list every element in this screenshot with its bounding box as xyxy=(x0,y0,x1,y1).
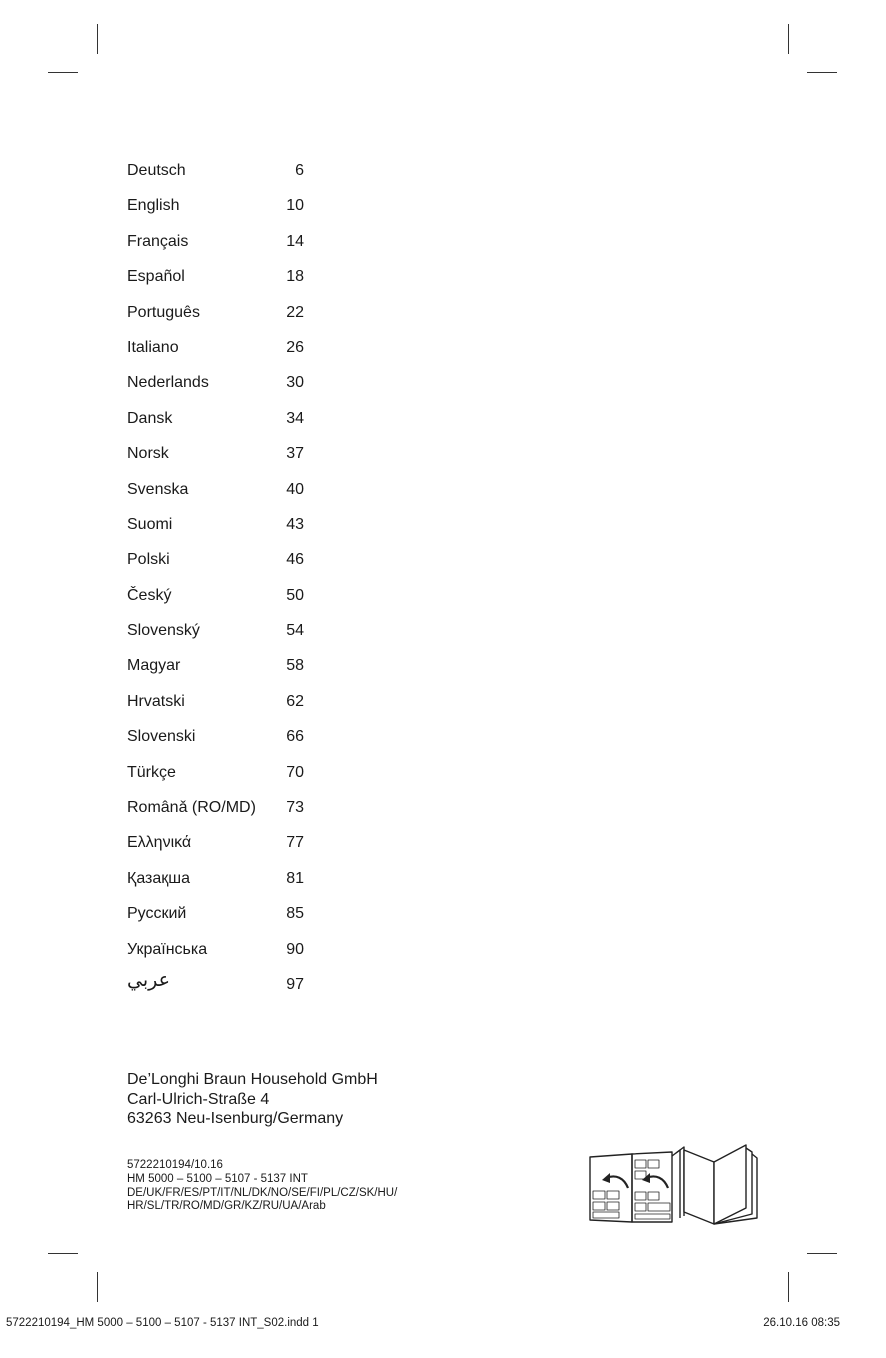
toc-language: Русский xyxy=(127,905,187,923)
toc-page-number: 50 xyxy=(286,586,304,604)
document-meta xyxy=(127,1159,397,1214)
toc-language: Italiano xyxy=(127,338,179,356)
toc-row-polski xyxy=(127,549,327,584)
toc-language: English xyxy=(127,197,180,215)
toc-language: Suomi xyxy=(127,515,173,533)
toc-page-number: 81 xyxy=(286,869,304,887)
print-slug-datetime: 26.10.16 08:35 xyxy=(763,1317,840,1329)
toc-language: Svenska xyxy=(127,480,189,498)
toc-page-number: 30 xyxy=(286,374,304,392)
print-slug-filename: 5722210194_HM 5000 – 5100 – 5107 - 5137 INT_S02.indd 1 xyxy=(6,1317,319,1329)
toc-row-espanol xyxy=(127,266,327,301)
crop-mark-top-left-v xyxy=(97,24,98,54)
toc-language: Český xyxy=(127,586,172,604)
toc-language: Ελληνικά xyxy=(127,834,192,852)
toc-language: Français xyxy=(127,232,189,250)
toc-row-cesky xyxy=(127,585,327,620)
toc-row-slovenski xyxy=(127,726,327,761)
country-codes-line-2: HR/SL/TR/RO/MD/GR/KZ/RU/UA/Arab xyxy=(127,1200,326,1213)
toc-row-dansk xyxy=(127,408,327,443)
toc-page-number: 10 xyxy=(286,197,304,215)
toc-language: Norsk xyxy=(127,445,169,463)
toc-language: Slovenský xyxy=(127,622,200,640)
toc-row-italiano xyxy=(127,337,327,372)
toc-language: Magyar xyxy=(127,657,181,675)
toc-page-number: 18 xyxy=(286,268,304,286)
toc-language: Українська xyxy=(127,940,208,958)
toc-row-romana xyxy=(127,797,327,832)
toc-page-number: 62 xyxy=(286,692,304,710)
toc-row-magyar xyxy=(127,655,327,690)
toc-page-number: 6 xyxy=(295,162,304,179)
company-name: De’Longhi Braun Household GmbH xyxy=(127,1071,378,1088)
toc-row-english xyxy=(127,195,327,230)
toc-language: Slovenski xyxy=(127,728,196,746)
toc-page-number: 46 xyxy=(286,551,304,569)
document-number: 5722210194/10.16 xyxy=(127,1159,223,1171)
toc-page-number: 54 xyxy=(286,622,304,640)
crop-mark-top-left-h xyxy=(48,72,78,73)
toc-page-number: 37 xyxy=(286,445,304,463)
toc-row-portugues xyxy=(127,302,327,337)
toc-page-number: 85 xyxy=(286,905,304,923)
toc-page-number: 43 xyxy=(286,515,304,533)
toc-row-turkce xyxy=(127,762,327,797)
toc-page-number: 70 xyxy=(286,763,304,781)
toc-row-kazakh xyxy=(127,868,327,903)
toc-row-francais xyxy=(127,231,327,266)
crop-mark-bottom-right-v xyxy=(788,1272,789,1302)
toc-row-hrvatski xyxy=(127,691,327,726)
toc-language: Dansk xyxy=(127,409,173,427)
toc-language: Español xyxy=(127,268,185,286)
manufacturer-address xyxy=(127,1070,378,1129)
toc-page-number: 97 xyxy=(286,975,304,993)
toc-page-number: 90 xyxy=(286,940,304,958)
toc-language: عربي xyxy=(127,969,170,991)
toc-page-number: 34 xyxy=(286,409,304,427)
toc-page-number: 73 xyxy=(286,799,304,817)
toc-page-number: 22 xyxy=(286,303,304,321)
toc-page-number: 58 xyxy=(286,657,304,675)
country-codes-line-1: DE/UK/FR/ES/PT/IT/NL/DK/NO/SE/FI/PL/CZ/SK/HU/ xyxy=(127,1186,398,1199)
toc-language: Nederlands xyxy=(127,374,209,392)
toc-page-number: 66 xyxy=(286,728,304,746)
toc-row-suomi xyxy=(127,514,327,549)
toc-row-deutsch xyxy=(127,160,327,195)
toc-page-number: 26 xyxy=(286,338,304,356)
toc-page-number: 77 xyxy=(286,834,304,852)
toc-language: Polski xyxy=(127,551,170,569)
street-address: Carl-Ulrich-Straße 4 xyxy=(127,1090,270,1108)
toc-language: Deutsch xyxy=(127,162,186,179)
toc-page-number: 40 xyxy=(286,480,304,498)
toc-row-svenska xyxy=(127,479,327,514)
toc-row-norsk xyxy=(127,443,327,478)
folded-booklet-icon xyxy=(588,1142,760,1226)
toc-row-arabic xyxy=(127,969,327,1009)
crop-mark-bottom-left-h xyxy=(48,1253,78,1254)
model-numbers: HM 5000 – 5100 – 5107 - 5137 INT xyxy=(127,1172,308,1185)
toc-row-slovensky xyxy=(127,620,327,655)
city-country: 63263 Neu-Isenburg/Germany xyxy=(127,1110,344,1127)
toc-language: Türkçe xyxy=(127,763,176,781)
toc-language: Қазақша xyxy=(127,869,191,887)
crop-mark-top-right-v xyxy=(788,24,789,54)
crop-mark-bottom-left-v xyxy=(97,1272,98,1302)
toc-language: Românǎ (RO/MD) xyxy=(127,799,256,817)
toc-row-russkiy xyxy=(127,903,327,938)
crop-mark-bottom-right-h xyxy=(807,1253,837,1254)
toc-row-ellinika xyxy=(127,832,327,867)
language-table-of-contents xyxy=(127,160,327,1009)
toc-language: Hrvatski xyxy=(127,692,185,710)
toc-language: Português xyxy=(127,303,200,321)
toc-page-number: 14 xyxy=(286,232,304,250)
toc-row-nederlands xyxy=(127,372,327,407)
crop-mark-top-right-h xyxy=(807,72,837,73)
